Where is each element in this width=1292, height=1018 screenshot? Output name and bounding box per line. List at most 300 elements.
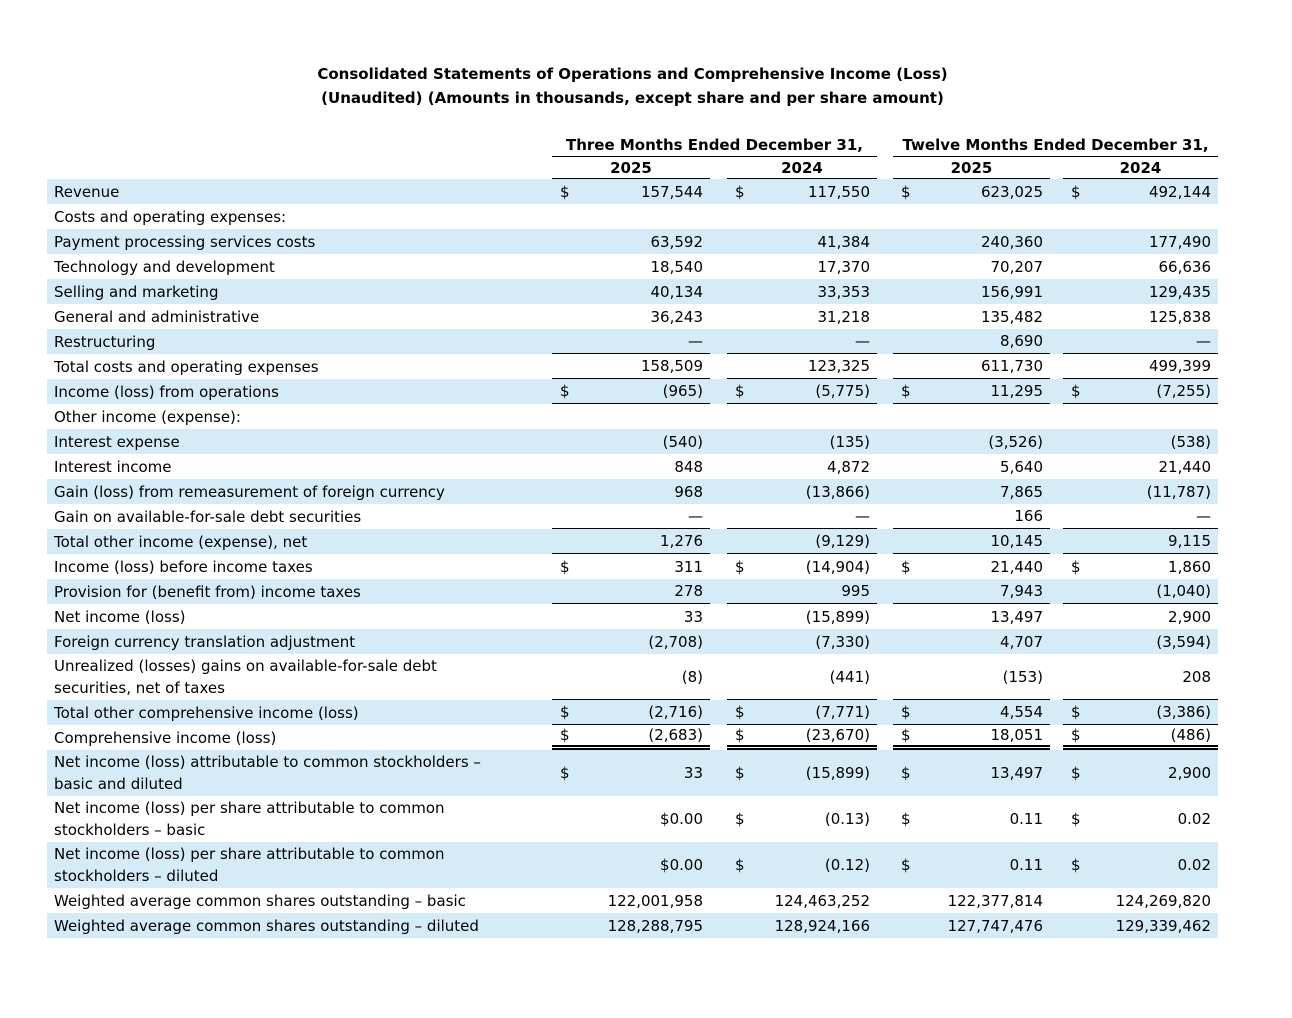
cell-value: 31,218 [817, 307, 870, 326]
column-spacer [710, 254, 727, 279]
cell-value: (1,040) [1156, 582, 1211, 600]
value-cell [727, 796, 877, 842]
row-label: Selling and marketing [54, 282, 219, 301]
cell-value: (7,771) [815, 703, 870, 721]
value-cell [552, 204, 710, 229]
column-spacer [710, 454, 727, 479]
cell-value: 1,276 [660, 532, 703, 550]
column-spacer [1050, 404, 1063, 429]
table-row [47, 204, 1218, 229]
value-cell [1063, 725, 1218, 750]
table-row [47, 604, 1218, 629]
value-cell [552, 654, 710, 700]
column-spacer [877, 279, 893, 304]
cell-value: (540) [662, 432, 703, 451]
cell-value: (14,904) [805, 557, 870, 576]
dollar-sign: $ [1071, 856, 1081, 874]
column-spacer [1050, 529, 1063, 554]
value-cell [552, 796, 710, 842]
row-label: Comprehensive income (loss) [54, 728, 277, 747]
value-cell [893, 329, 1050, 354]
column-spacer [877, 654, 893, 700]
cell-value: — [855, 332, 870, 350]
column-spacer [710, 179, 727, 204]
column-spacer [877, 204, 893, 229]
value-cell [552, 529, 710, 554]
year-header-12m-2024: 2024 [1063, 159, 1218, 179]
value-cell [1063, 796, 1218, 842]
cell-value: (3,386) [1156, 703, 1211, 721]
column-spacer [710, 204, 727, 229]
value-cell [552, 554, 710, 579]
dollar-sign: $ [735, 382, 745, 400]
value-cell [893, 750, 1050, 796]
column-spacer [710, 554, 727, 579]
cell-value: (7,330) [815, 632, 870, 651]
column-spacer [1050, 629, 1063, 654]
cell-value: $0.00 [660, 856, 703, 874]
column-spacer [877, 254, 893, 279]
row-label: Weighted average common shares outstanding – basic [54, 891, 466, 910]
dollar-sign: $ [735, 726, 745, 744]
cell-value: — [688, 332, 703, 350]
column-spacer [1050, 700, 1063, 725]
column-spacer [877, 454, 893, 479]
value-cell [1063, 454, 1218, 479]
column-spacer [710, 329, 727, 354]
cell-value: (3,526) [988, 432, 1043, 451]
dollar-sign: $ [901, 703, 911, 721]
value-cell [727, 179, 877, 204]
cell-value: 13,497 [990, 607, 1043, 626]
dollar-sign: $ [560, 703, 570, 721]
table-row [47, 888, 1218, 913]
row-label: Total costs and operating expenses [54, 357, 319, 376]
column-spacer [1050, 429, 1063, 454]
column-spacer [877, 913, 893, 938]
cell-value: 492,144 [1148, 182, 1211, 201]
value-cell [727, 750, 877, 796]
value-cell [1063, 354, 1218, 379]
table-row [47, 229, 1218, 254]
value-cell [727, 204, 877, 229]
cell-value: 311 [674, 557, 703, 576]
table-row [47, 504, 1218, 529]
cell-value: — [1196, 332, 1211, 350]
value-cell [893, 429, 1050, 454]
row-label: Net income (loss) per share attributable to common stockholders – diluted [54, 845, 445, 885]
cell-value: 18,540 [650, 257, 703, 276]
column-spacer [710, 750, 727, 796]
value-cell [727, 229, 877, 254]
dollar-sign: $ [735, 764, 745, 782]
value-cell [893, 654, 1050, 700]
cell-value: 7,865 [1000, 482, 1043, 501]
cell-value: 0.11 [1009, 856, 1043, 874]
row-label: Other income (expense): [54, 407, 241, 426]
dollar-sign: $ [560, 557, 570, 576]
column-spacer [1050, 654, 1063, 700]
value-cell [552, 329, 710, 354]
cell-value: 2,900 [1168, 764, 1211, 782]
column-spacer [710, 913, 727, 938]
table-header-groups [47, 136, 1218, 157]
statement-rows [47, 179, 1218, 938]
value-cell [552, 579, 710, 604]
column-spacer [1050, 504, 1063, 529]
value-cell [1063, 304, 1218, 329]
column-spacer [877, 529, 893, 554]
value-cell [893, 529, 1050, 554]
column-spacer [877, 304, 893, 329]
cell-value: 66,636 [1158, 257, 1211, 276]
year-header-3m-2025: 2025 [552, 159, 710, 179]
cell-value: 40,134 [650, 282, 703, 301]
value-cell [893, 725, 1050, 750]
cell-value: 17,370 [817, 257, 870, 276]
cell-value: 18,051 [990, 726, 1043, 744]
cell-value: 4,554 [1000, 703, 1043, 721]
cell-value: 128,924,166 [774, 916, 870, 935]
dollar-sign: $ [735, 557, 745, 576]
value-cell [1063, 279, 1218, 304]
cell-value: (153) [1002, 667, 1043, 686]
dollar-sign: $ [901, 810, 911, 828]
column-spacer [1050, 179, 1063, 204]
cell-value: 611,730 [980, 357, 1043, 375]
row-label: Weighted average common shares outstanding – diluted [54, 916, 479, 935]
value-cell [893, 179, 1050, 204]
cell-value: 0.11 [1009, 810, 1043, 828]
value-cell [1063, 179, 1218, 204]
dollar-sign: $ [560, 182, 570, 201]
cell-value: 63,592 [650, 232, 703, 251]
table-row [47, 404, 1218, 429]
column-spacer [1050, 579, 1063, 604]
value-cell [893, 379, 1050, 404]
cell-value: 117,550 [807, 182, 870, 201]
value-cell [1063, 579, 1218, 604]
cell-value: 124,463,252 [774, 891, 870, 910]
column-spacer [1050, 604, 1063, 629]
value-cell [1063, 700, 1218, 725]
cell-value: 21,440 [990, 557, 1043, 576]
value-cell [552, 379, 710, 404]
dollar-sign: $ [901, 557, 911, 576]
dollar-sign: $ [735, 856, 745, 874]
value-cell [727, 454, 877, 479]
table-row [47, 529, 1218, 554]
cell-value: (965) [662, 382, 703, 400]
value-cell [727, 629, 877, 654]
cell-value: 11,295 [990, 382, 1043, 400]
cell-value: 33,353 [817, 282, 870, 301]
value-cell [1063, 479, 1218, 504]
cell-value: 2,900 [1168, 607, 1211, 626]
cell-value: (15,899) [805, 764, 870, 782]
value-cell [727, 404, 877, 429]
cell-value: (13,866) [805, 482, 870, 501]
statement-content [47, 62, 1218, 938]
value-cell [893, 888, 1050, 913]
column-spacer [710, 629, 727, 654]
dollar-sign: $ [1071, 382, 1081, 400]
cell-value: 41,384 [817, 232, 870, 251]
table-row [47, 750, 1218, 796]
value-cell [727, 429, 877, 454]
value-cell [727, 354, 877, 379]
value-cell [727, 479, 877, 504]
cell-value: 995 [841, 582, 870, 600]
cell-value: 240,360 [980, 232, 1043, 251]
value-cell [552, 725, 710, 750]
value-cell [1063, 888, 1218, 913]
cell-value: (2,683) [648, 726, 703, 744]
value-cell [1063, 629, 1218, 654]
column-spacer [1050, 204, 1063, 229]
column-spacer [877, 725, 893, 750]
value-cell [552, 354, 710, 379]
cell-value: 157,544 [640, 182, 703, 201]
column-spacer [1050, 888, 1063, 913]
cell-value: (486) [1170, 726, 1211, 744]
cell-value: 156,991 [980, 282, 1043, 301]
column-spacer [710, 229, 727, 254]
row-label: Income (loss) before income taxes [54, 557, 313, 576]
value-cell [552, 700, 710, 725]
value-cell [727, 654, 877, 700]
cell-value: 0.02 [1177, 810, 1211, 828]
dollar-sign: $ [901, 764, 911, 782]
cell-value: 70,207 [990, 257, 1043, 276]
dollar-sign: $ [1071, 557, 1081, 576]
cell-value: 127,747,476 [947, 916, 1043, 935]
column-spacer [1050, 329, 1063, 354]
table-row [47, 279, 1218, 304]
cell-value: 135,482 [980, 307, 1043, 326]
value-cell [552, 179, 710, 204]
column-spacer [877, 796, 893, 842]
column-spacer [1050, 229, 1063, 254]
column-spacer [1050, 479, 1063, 504]
dollar-sign: $ [901, 382, 911, 400]
column-spacer [710, 304, 727, 329]
cell-value: — [1196, 507, 1211, 525]
column-spacer [710, 579, 727, 604]
column-spacer [710, 842, 727, 888]
row-label: General and administrative [54, 307, 260, 326]
table-row [47, 329, 1218, 354]
row-label: Interest income [54, 457, 172, 476]
dollar-sign: $ [1071, 726, 1081, 744]
table-row [47, 579, 1218, 604]
dollar-sign: $ [901, 182, 911, 201]
dollar-sign: $ [735, 703, 745, 721]
column-spacer [710, 479, 727, 504]
value-cell [552, 279, 710, 304]
column-spacer [877, 842, 893, 888]
cell-value: 7,943 [1000, 582, 1043, 600]
value-cell [893, 554, 1050, 579]
value-cell [727, 700, 877, 725]
year-header-12m-2025: 2025 [893, 159, 1050, 179]
cell-value: 13,497 [990, 764, 1043, 782]
cell-value: — [855, 507, 870, 525]
row-label: Income (loss) from operations [54, 382, 279, 401]
value-cell [893, 279, 1050, 304]
cell-value: 36,243 [650, 307, 703, 326]
cell-value: 968 [674, 482, 703, 501]
value-cell [727, 842, 877, 888]
column-spacer [710, 354, 727, 379]
column-spacer [877, 354, 893, 379]
value-cell [727, 504, 877, 529]
value-cell [552, 913, 710, 938]
cell-value: (5,775) [815, 382, 870, 400]
cell-value: 9,115 [1168, 532, 1211, 550]
value-cell [893, 354, 1050, 379]
cell-value: 33 [683, 607, 703, 626]
cell-value: (538) [1170, 432, 1211, 451]
table-row [47, 796, 1218, 842]
table-row [47, 629, 1218, 654]
column-spacer [1050, 279, 1063, 304]
value-cell [893, 629, 1050, 654]
row-label: Unrealized (losses) gains on available-for-sale debt securities, net of taxes [54, 657, 437, 697]
value-cell [893, 913, 1050, 938]
cell-value: (0.12) [824, 856, 870, 874]
cell-value: (8) [681, 667, 703, 686]
cell-value: (23,670) [805, 726, 870, 744]
cell-value: (9,129) [815, 532, 870, 550]
value-cell [1063, 229, 1218, 254]
value-cell [1063, 554, 1218, 579]
column-spacer [877, 404, 893, 429]
financial-table [47, 136, 1218, 938]
column-group-twelve-months: Twelve Months Ended December 31, [893, 136, 1218, 157]
value-cell [727, 379, 877, 404]
value-cell [552, 604, 710, 629]
cell-value: (0.13) [824, 810, 870, 828]
column-spacer [1050, 913, 1063, 938]
column-spacer [877, 888, 893, 913]
column-spacer [710, 604, 727, 629]
value-cell [552, 750, 710, 796]
column-spacer [877, 504, 893, 529]
table-row [47, 304, 1218, 329]
value-cell [1063, 404, 1218, 429]
cell-value: — [688, 507, 703, 525]
cell-value: 10,145 [990, 532, 1043, 550]
cell-value: (7,255) [1156, 382, 1211, 400]
value-cell [893, 479, 1050, 504]
value-cell [893, 404, 1050, 429]
value-cell [893, 204, 1050, 229]
cell-value: 166 [1014, 507, 1043, 525]
row-label: Costs and operating expenses: [54, 207, 287, 226]
dollar-sign: $ [1071, 703, 1081, 721]
row-label: Interest expense [54, 432, 180, 451]
dollar-sign: $ [901, 856, 911, 874]
column-spacer [710, 429, 727, 454]
dollar-sign: $ [735, 182, 745, 201]
table-row [47, 554, 1218, 579]
column-spacer [1050, 254, 1063, 279]
value-cell [552, 304, 710, 329]
cell-value: 122,001,958 [607, 891, 703, 910]
year-header-3m-2024: 2024 [727, 159, 877, 179]
table-row [47, 454, 1218, 479]
value-cell [1063, 654, 1218, 700]
value-cell [1063, 429, 1218, 454]
cell-value: (135) [829, 432, 870, 451]
table-row [47, 700, 1218, 725]
column-spacer [1050, 750, 1063, 796]
dollar-sign: $ [901, 726, 911, 744]
column-spacer [877, 429, 893, 454]
value-cell [1063, 204, 1218, 229]
value-cell [893, 454, 1050, 479]
cell-value: 129,339,462 [1115, 916, 1211, 935]
column-spacer [877, 379, 893, 404]
row-label: Gain (loss) from remeasurement of foreign currency [54, 482, 445, 501]
value-cell [552, 429, 710, 454]
column-spacer [1050, 842, 1063, 888]
cell-value: 623,025 [980, 182, 1043, 201]
column-spacer [877, 700, 893, 725]
column-spacer [877, 479, 893, 504]
row-label: Gain on available-for-sale debt securities [54, 507, 362, 526]
row-label: Payment processing services costs [54, 232, 316, 251]
row-label: Net income (loss) [54, 607, 186, 626]
dollar-sign: $ [1071, 810, 1081, 828]
column-spacer [710, 379, 727, 404]
column-spacer [710, 404, 727, 429]
value-cell [552, 888, 710, 913]
value-cell [552, 504, 710, 529]
column-spacer [710, 529, 727, 554]
dollar-sign: $ [1071, 764, 1081, 782]
value-cell [1063, 329, 1218, 354]
cell-value: (2,708) [648, 632, 703, 651]
row-label: Net income (loss) attributable to common stockholders – basic and diluted [54, 753, 481, 793]
cell-value: 0.02 [1177, 856, 1211, 874]
value-cell [727, 329, 877, 354]
value-cell [893, 796, 1050, 842]
value-cell [727, 579, 877, 604]
table-header-years [47, 159, 1218, 179]
column-spacer [710, 700, 727, 725]
cell-value: $0.00 [660, 810, 703, 828]
column-spacer [877, 179, 893, 204]
table-row [47, 429, 1218, 454]
value-cell [893, 604, 1050, 629]
column-spacer [710, 504, 727, 529]
cell-value: 208 [1182, 667, 1211, 686]
column-spacer [877, 604, 893, 629]
column-spacer [877, 329, 893, 354]
row-label: Revenue [54, 182, 120, 201]
value-cell [727, 913, 877, 938]
row-label: Total other income (expense), net [54, 532, 308, 551]
cell-value: (15,899) [805, 607, 870, 626]
column-spacer [710, 654, 727, 700]
column-spacer [1050, 725, 1063, 750]
value-cell [552, 229, 710, 254]
cell-value: 158,509 [640, 357, 703, 375]
column-spacer [710, 796, 727, 842]
value-cell [1063, 913, 1218, 938]
